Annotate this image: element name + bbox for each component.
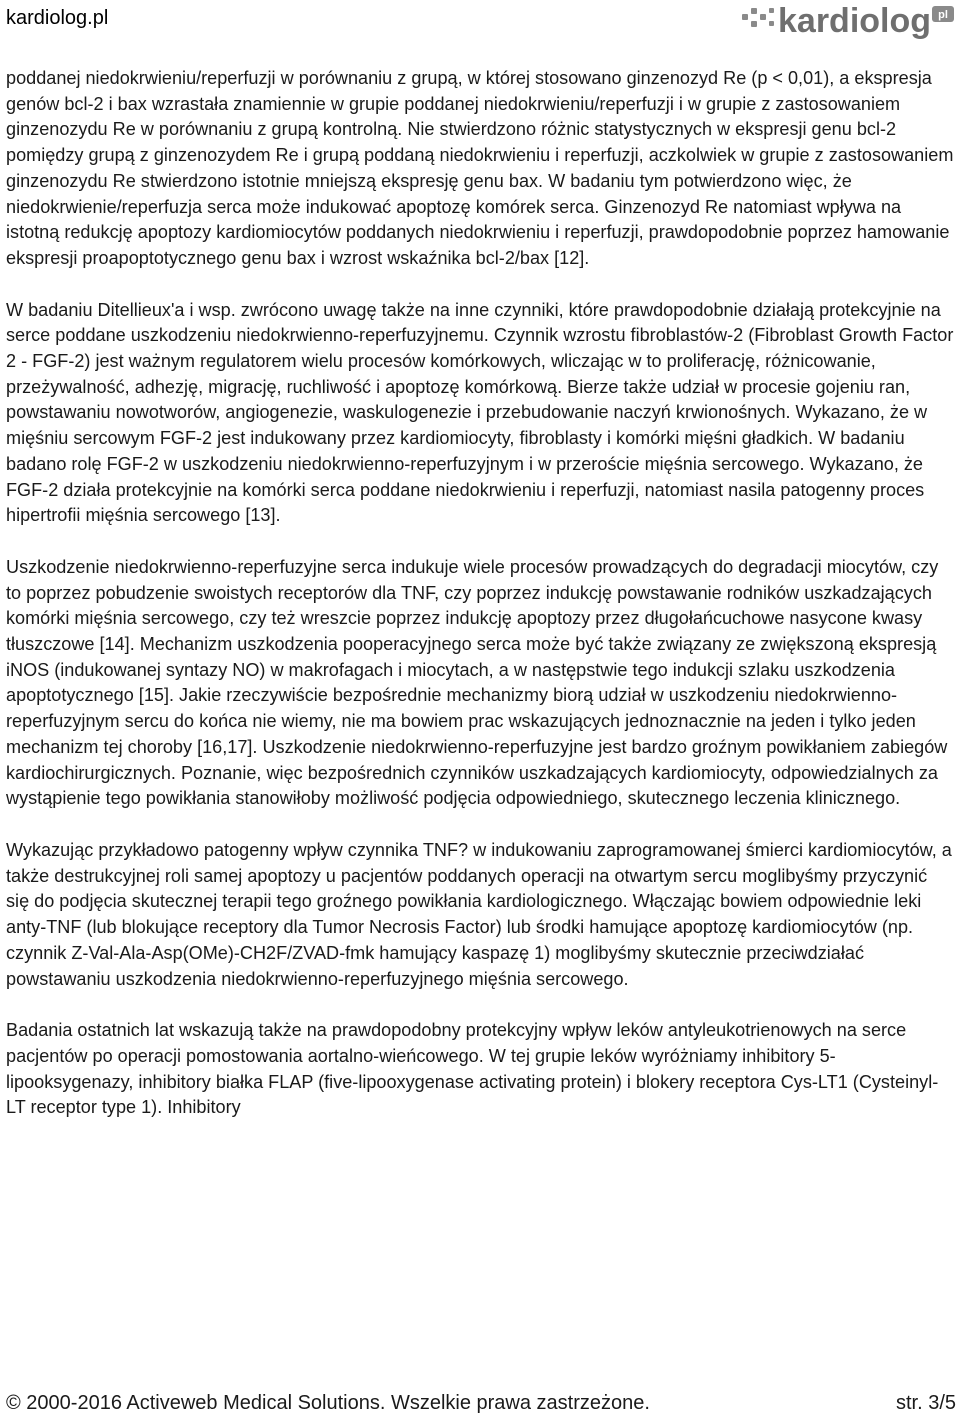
article-body [6, 66, 954, 1147]
page-number: str. 3/5 [895, 1392, 956, 1414]
paragraph-4: Wykazując przykładowo patogenny wpływ czynnika TNF? w indukowaniu zaprogramowanej śmierci kardiomiocytów, a także destrukcyjnej roli samej apoptozy u pacjentów poddanych operacji na otwartym sercu moglibyśmy przyczynić się do podjęcia skutecznej terapii tego groźnego powikłania kardiologicznego. Włączając bowiem odpowiednie leki anty-TNF (lub blokujące receptory dla Tumor Necrosis Factor) lub środki hamujące apoptozę kardiomiocytów (np. czynnik Z-Val-Ala-Asp(OMe)-CH2F/ZVAD-fmk hamujący kaspazę 1) moglibyśmy skutecznie przeciwdziałać powstawaniu uszkodzenia niedokrwienno-reperfuzyjnego mięśnia sercowego. [6, 839, 952, 989]
logo-wordmark: kardiolog [778, 2, 932, 40]
site-name: kardiolog.pl [6, 7, 109, 29]
logo-badge-text: pl [938, 9, 948, 21]
paragraph-1: poddanej niedokrwieniu/reperfuzji w porównaniu z grupą, w której stosowano ginzenozyd Re (p < 0,01), a ekspresja genów bcl-2 i bax wzrastała znamiennie w grupie poddanej niedokrwieniu/reperfuzji i w grupie z zastosowaniem ginzenozydu Re w porównaniu z grupą kontrolną. Nie stwierdzono różnic statystycznych w ekspresji genu bcl-2 pomiędzy grupą z ginzenozydem Re i grupą poddaną niedokrwieniu i reperfuzji, aczkolwiek w grupie z zastosowaniem ginzenozydu Re stwierdzono istotnie mniejszą ekspresję genu bax. W badaniu tym potwierdzono więc, że niedokrwienie/reperfuzja serca może indukować apoptozę komórek serca. Ginzenozyd Re natomiast wpływa na istotną redukcję apoptozy kardiomiocytów poddanych niedokrwieniu i reperfuzji, prawdopodobnie poprzez hamowanie ekspresji proapoptotycznego genu bax i wzrost wskaźnika bcl-2/bax [12]. [6, 68, 954, 268]
logo-dots-icon [742, 8, 774, 27]
page-header [0, 0, 960, 46]
page-footer [6, 1392, 956, 1418]
paragraph-5: Badania ostatnich lat wskazują także na prawdopodobny protekcyjny wpływ leków antyleukotrienowych na serce pacjentów po operacji pomostowania aortalno-wieńcowego. W tej grupie leków wyróżniamy inhibitory 5-lipooksygenazy, inhibitory białka FLAP (five-lipooxygenase activating protein) i blokery receptora Cys-LT1 (Cysteinyl-LT receptor type 1). Inhibitory [6, 1020, 939, 1118]
paragraph-2: W badaniu Ditellieux'a i wsp. zwrócono uwagę także na inne czynniki, które prawdopodobnie działają protekcyjnie na serce poddane uszkodzeniu niedokrwienno-reperfuzyjnemu. Czynnik wzrostu fibroblastów-2 (Fibroblast Growth Factor 2 - FGF-2) jest ważnym regulatorem wielu procesów komórkowych, wliczając w to proliferację, różnicowanie, przeżywalność, adhezję, migrację, ruchliwość i apoptozę komórkową. Bierze także udział w procesie gojeniu ran, powstawaniu nowotworów, angiogenezie, waskulogenezie i przebudowanie naczyń krwionośnych. Wykazano, że w mięśniu sercowym FGF-2 jest indukowany przez kardiomiocyty, fibroblasty i komórki mięśni gładkich. W badaniu badano rolę FGF-2 w uszkodzeniu niedokrwienno-reperfuzyjnym i w przeroście mięśnia sercowego. Wykazano, że FGF-2 działa protekcyjnie na komórki serca poddane niedokrwieniu i reperfuzji, natomiast nasila patogenny proces hipertrofii mięśnia sercowego [13]. [6, 299, 954, 526]
kardiolog-logo [742, 2, 956, 42]
paragraph-3: Uszkodzenie niedokrwienno-reperfuzyjne serca indukuje wiele procesów prowadzących do degradacji miocytów, czy to poprzez pobudzenie swoistych receptorów dla TNF, czy poprzez indukcję powstawanie rodników uszkadzających komórki mięśnia sercowego, czy też wreszcie poprzez indukcję apoptozy przez długołańcuchowe nasycone kwasy tłuszczowe [14]. Mechanizm uszkodzenia pooperacyjnego serca może być także związany ze zwiększoną ekspresją iNOS (indukowanej syntazy NO) w makrofagach i miocytach, a w następstwie tego indukcji szlaku uszkodzenia apoptotycznego [15]. Jakie rzeczywiście bezpośrednie mechanizmy biorą udział w uszkodzeniu niedokrwienno-reperfuzyjnym sercu do końca nie wiemy, nie ma bowiem prac wskazujących jednoznacznie na jeden i tylko jeden mechanizm tej choroby [16,17]. Uszkodzenie niedokrwienno-reperfuzyjne jest bardzo groźnym powikłaniem zabiegów kardiochirurgicznych. Poznanie, więc bezpośrednich czynników uszkadzających kardiomiocyty, odpowiedzialnych za wystąpienie tego powikłania stanowiłoby możliwość podjęcia odpowiedniego, skutecznego leczenia klinicznego. [6, 556, 948, 809]
copyright-text: © 2000-2016 Activeweb Medical Solutions. Wszelkie prawa zastrzeżone. [6, 1392, 650, 1414]
